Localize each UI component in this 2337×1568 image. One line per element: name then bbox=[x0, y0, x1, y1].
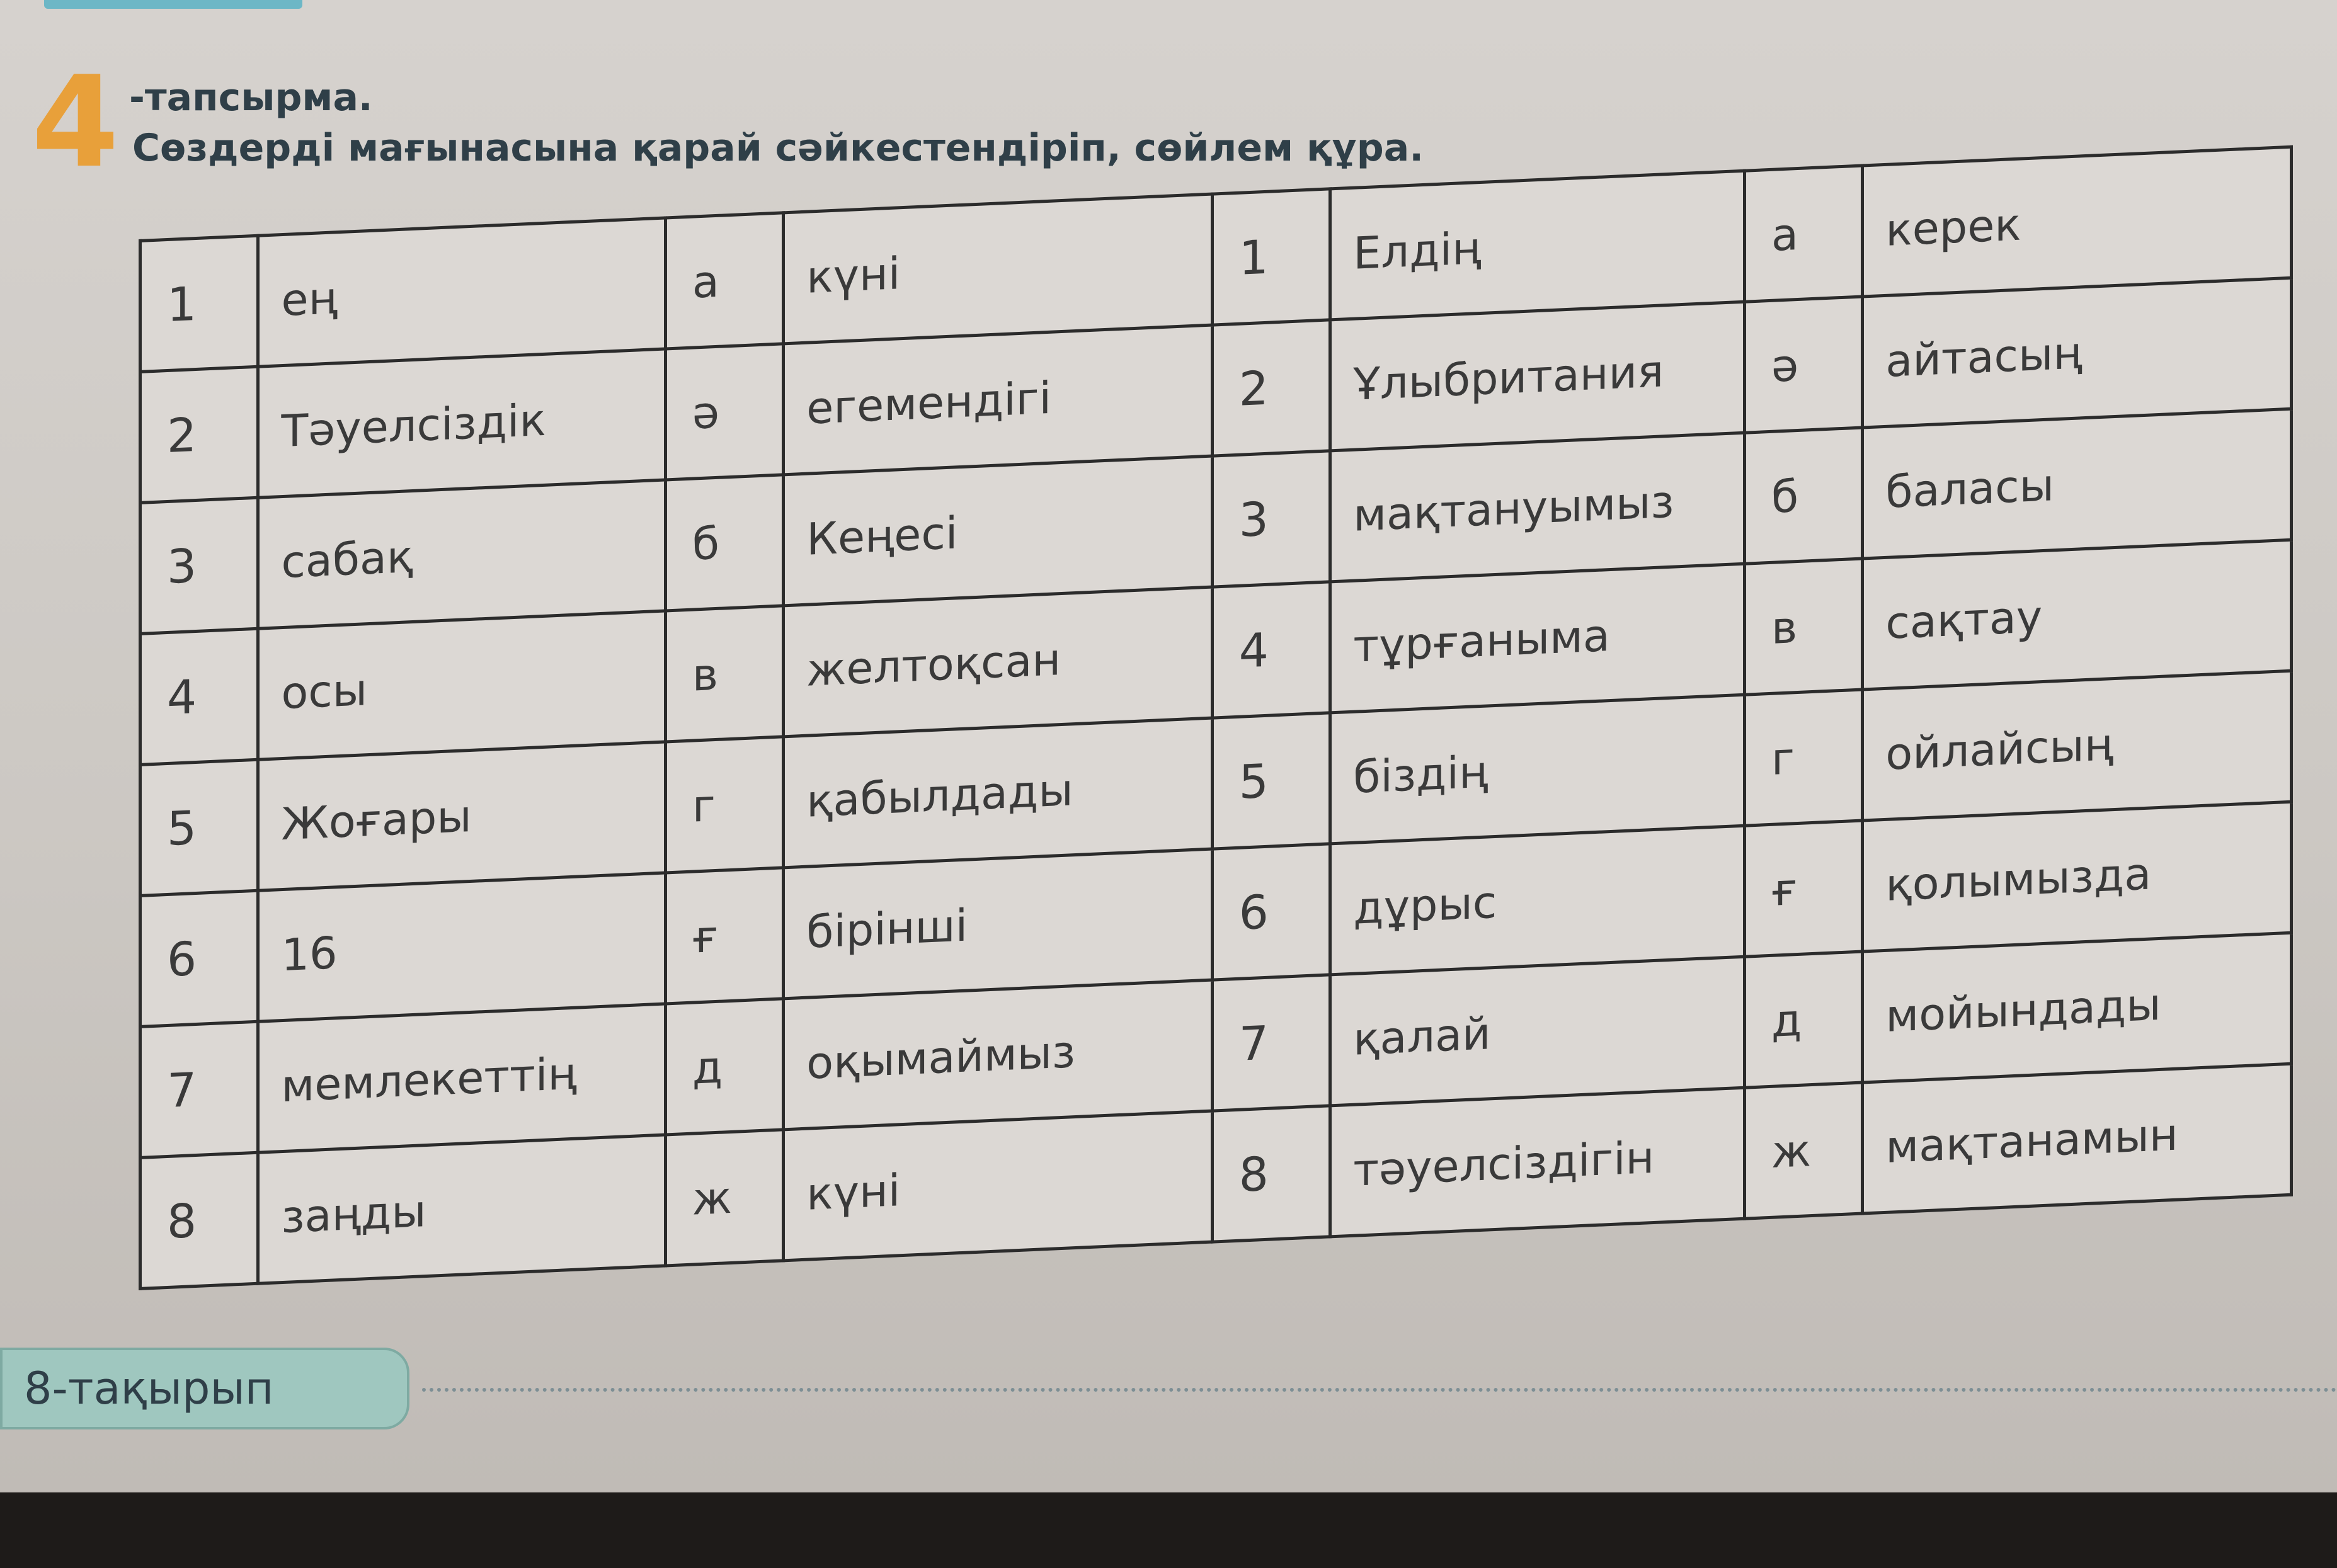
left-letter-cell: ж bbox=[665, 1130, 783, 1266]
left-letter-cell: б bbox=[665, 475, 783, 611]
right-letter-cell: ә bbox=[1744, 297, 1862, 433]
right-number-cell: 8 bbox=[1212, 1106, 1330, 1242]
left-number-cell: 8 bbox=[140, 1152, 258, 1288]
task-number: 4 bbox=[31, 49, 120, 196]
right-number-cell: 3 bbox=[1212, 451, 1330, 587]
left-word-cell: Жоғары bbox=[258, 742, 665, 890]
right-letter-cell: б bbox=[1744, 428, 1862, 564]
left-letter-cell: д bbox=[665, 999, 783, 1135]
right-letter-cell: а bbox=[1744, 166, 1862, 302]
right-word-cell: тәуелсіздігін bbox=[1330, 1088, 1745, 1237]
page-top-bar bbox=[44, 0, 302, 9]
right-number-cell: 5 bbox=[1212, 713, 1330, 849]
right-letter-cell: ғ bbox=[1744, 821, 1862, 957]
right-word-cell: қалай bbox=[1330, 957, 1745, 1106]
right-word-cell: Ұлыбритания bbox=[1330, 302, 1745, 451]
left-number-cell: 7 bbox=[140, 1021, 258, 1157]
left-number-cell: 5 bbox=[140, 759, 258, 895]
right-match-cell: ойлайсың bbox=[1863, 671, 2292, 821]
topic-label: 8-тақырып bbox=[24, 1363, 274, 1414]
left-word-cell: ең bbox=[258, 218, 665, 366]
right-word-cell: біздің bbox=[1330, 695, 1745, 844]
right-word-cell: тұрғаныма bbox=[1330, 564, 1745, 713]
left-letter-cell: ә bbox=[665, 344, 783, 480]
left-match-cell: қабылдады bbox=[784, 718, 1213, 868]
left-word-cell: осы bbox=[258, 611, 665, 759]
left-word-cell: сабақ bbox=[258, 480, 665, 628]
right-match-cell: қолымызда bbox=[1863, 802, 2292, 952]
matching-table bbox=[139, 145, 2293, 1290]
right-letter-cell: г bbox=[1744, 690, 1862, 826]
left-match-cell: оқымаймыз bbox=[784, 980, 1213, 1130]
right-word-cell: дұрыс bbox=[1330, 826, 1745, 975]
matching-table-container bbox=[139, 145, 2293, 1266]
left-letter-cell: а bbox=[665, 213, 783, 349]
right-number-cell: 2 bbox=[1212, 320, 1330, 456]
left-word-cell: заңды bbox=[258, 1135, 665, 1283]
left-number-cell: 4 bbox=[140, 628, 258, 764]
page-edge-shadow bbox=[0, 1492, 2337, 1568]
right-letter-cell: ж bbox=[1744, 1082, 1862, 1219]
right-match-cell: керек bbox=[1863, 147, 2292, 297]
right-number-cell: 1 bbox=[1212, 189, 1330, 325]
left-match-cell: Кеңесі bbox=[784, 456, 1213, 606]
left-match-cell: күні bbox=[784, 194, 1213, 344]
right-number-cell: 7 bbox=[1212, 975, 1330, 1111]
left-match-cell: бірінші bbox=[784, 849, 1213, 999]
left-word-cell: мемлекеттің bbox=[258, 1004, 665, 1152]
left-letter-cell: в bbox=[665, 606, 783, 742]
left-word-cell: Тәуелсіздік bbox=[258, 349, 665, 497]
left-match-cell: желтоқсан bbox=[784, 587, 1213, 737]
task-instruction: Сөздерді мағынасына қарай сәйкестендіріп, сөйлем құра. bbox=[132, 126, 1424, 170]
right-number-cell: 4 bbox=[1212, 582, 1330, 718]
dotted-divider bbox=[422, 1388, 2337, 1392]
left-number-cell: 2 bbox=[140, 366, 258, 503]
right-word-cell: мақтануымыз bbox=[1330, 433, 1745, 582]
right-letter-cell: д bbox=[1744, 952, 1862, 1088]
right-match-cell: мақтанамын bbox=[1863, 1064, 2292, 1213]
task-label: -тапсырма. bbox=[129, 76, 373, 120]
left-letter-cell: г bbox=[665, 737, 783, 873]
right-match-cell: айтасың bbox=[1863, 278, 2292, 428]
right-word-cell: Елдің bbox=[1330, 171, 1745, 320]
right-match-cell: сақтау bbox=[1863, 540, 2292, 690]
left-match-cell: егемендігі bbox=[784, 325, 1213, 475]
right-number-cell: 6 bbox=[1212, 844, 1330, 980]
left-number-cell: 6 bbox=[140, 890, 258, 1026]
left-number-cell: 1 bbox=[140, 236, 258, 372]
left-match-cell: күні bbox=[784, 1111, 1213, 1261]
left-word-cell: 16 bbox=[258, 873, 665, 1021]
right-match-cell: мойындады bbox=[1863, 933, 2292, 1082]
right-letter-cell: в bbox=[1744, 559, 1862, 695]
left-letter-cell: ғ bbox=[665, 868, 783, 1004]
right-match-cell: баласы bbox=[1863, 409, 2292, 559]
left-number-cell: 3 bbox=[140, 497, 258, 633]
